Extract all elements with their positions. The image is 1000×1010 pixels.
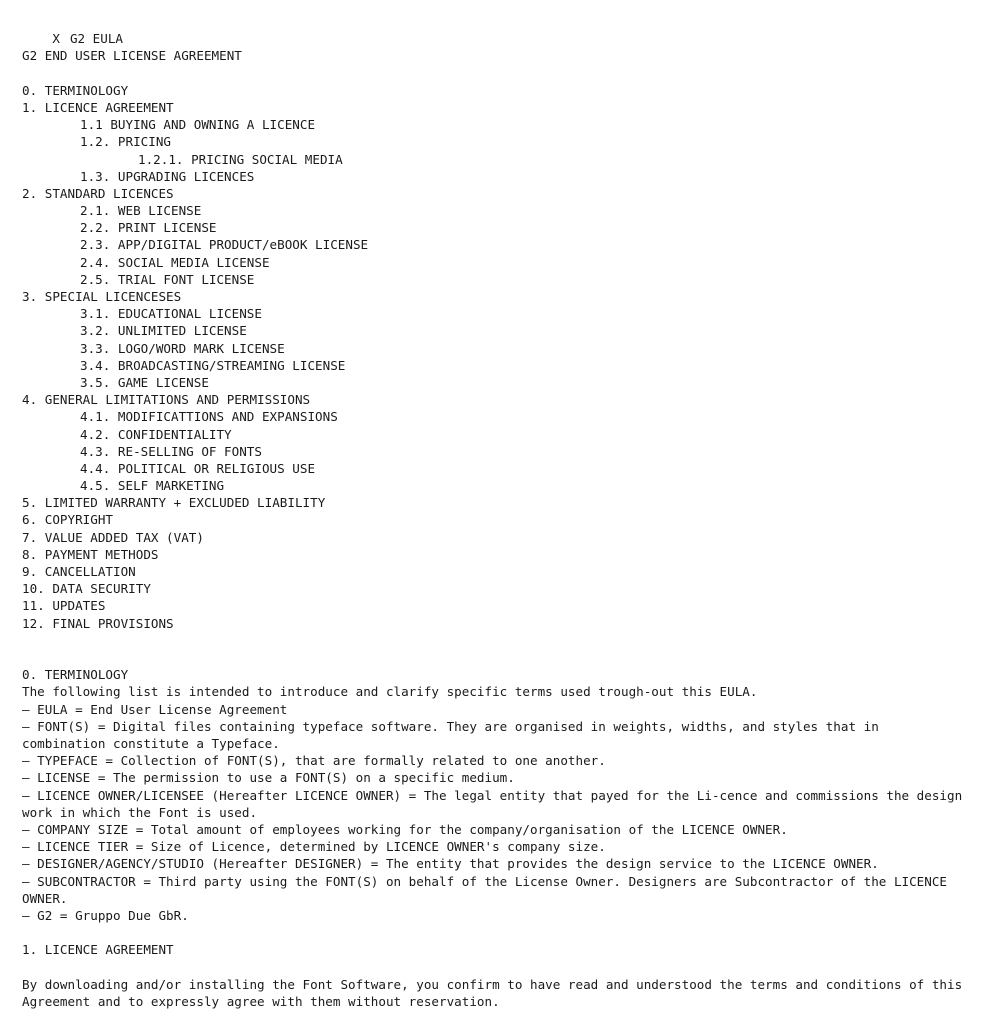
toc-item[interactable] <box>22 460 972 477</box>
toc-link[interactable]: 2.4. SOCIAL MEDIA LICENSE <box>80 254 270 270</box>
term-definition: — LICENSE = The permission to use a FONT(S) on a specific medium. <box>22 770 515 786</box>
term-definition: — FONT(S) = Digital files containing typeface software. They are organised in weights, widths, and styles that in combination constitute a Typeface. <box>22 718 879 751</box>
toc-item[interactable] <box>22 408 972 425</box>
toc-link[interactable]: 4.4. POLITICAL OR RELIGIOUS USE <box>80 460 316 476</box>
toc-item[interactable] <box>22 168 972 185</box>
section-heading-licence-agreement: 1. LICENCE AGREEMENT <box>22 942 174 958</box>
toc-link[interactable]: 4.1. MODIFICATTIONS AND EXPANSIONS <box>80 409 338 425</box>
toc-item[interactable] <box>22 546 972 563</box>
term-definition: — EULA = End User License Agreement <box>22 701 288 717</box>
window-title: G2 EULA <box>69 31 124 47</box>
toc-item[interactable] <box>22 133 972 150</box>
licence-agreement-body: By downloading and/or installing the Font Software, you confirm to have read and understood the terms and conditions of this Agreement and to expressly agree with them without reservation. <box>22 976 963 1009</box>
toc-link[interactable]: 3.2. UNLIMITED LICENSE <box>80 323 247 339</box>
toc-item[interactable] <box>22 563 972 580</box>
toc-link[interactable]: 12. FINAL PROVISIONS <box>22 615 174 631</box>
toc-item[interactable] <box>22 305 972 322</box>
toc-item[interactable] <box>22 82 972 99</box>
toc-item[interactable] <box>22 529 972 546</box>
toc-item[interactable] <box>22 494 972 511</box>
toc-link[interactable]: 3.4. BROADCASTING/STREAMING LICENSE <box>80 357 346 373</box>
toc-item[interactable] <box>22 322 972 339</box>
toc-link[interactable]: 4. GENERAL LIMITATIONS AND PERMISSIONS <box>22 392 311 408</box>
toc-item[interactable] <box>22 615 972 632</box>
toc-link[interactable]: 9. CANCELLATION <box>22 564 136 579</box>
toc-item[interactable] <box>22 391 972 408</box>
toc-link[interactable]: 1. LICENCE AGREEMENT <box>22 99 174 115</box>
toc-link[interactable]: 4.5. SELF MARKETING <box>80 478 225 494</box>
toc-item[interactable] <box>22 99 972 116</box>
eula-document <box>22 13 972 1010</box>
toc-link[interactable]: 1.2.1. PRICING SOCIAL MEDIA <box>138 151 343 167</box>
toc-item[interactable] <box>22 202 972 219</box>
toc-link[interactable]: 3.1. EDUCATIONAL LICENSE <box>80 306 262 322</box>
toc-item[interactable] <box>22 219 972 236</box>
toc-link[interactable]: 4.3. RE-SELLING OF FONTS <box>80 443 262 459</box>
toc-item[interactable] <box>22 236 972 253</box>
toc-item[interactable] <box>22 374 972 391</box>
term-definition: — G2 = Gruppo Due GbR. <box>22 907 189 923</box>
toc-item[interactable] <box>22 580 972 597</box>
toc-item[interactable] <box>22 151 972 168</box>
toc-link[interactable]: 2. STANDARD LICENCES <box>22 185 174 201</box>
toc-link[interactable]: 0. TERMINOLOGY <box>22 82 129 98</box>
close-button[interactable]: X <box>52 31 60 47</box>
term-definition: — SUBCONTRACTOR = Third party using the FONT(S) on behalf of the License Owner. Designers are Subcontractor of the LICENCE OWNER. <box>22 873 948 906</box>
toc-link[interactable]: 3. SPECIAL LICENCESES <box>22 289 182 304</box>
section-heading-terminology: 0. TERMINOLOGY <box>22 667 129 683</box>
term-definition: — TYPEFACE = Collection of FONT(S), that are formally related to one another. <box>22 753 606 769</box>
toc-link[interactable]: 3.5. GAME LICENSE <box>80 374 209 390</box>
toc-item[interactable] <box>22 443 972 460</box>
terminology-list <box>22 701 972 925</box>
toc-item[interactable] <box>22 477 972 494</box>
table-of-contents <box>22 82 972 632</box>
toc-link[interactable]: 6. COPYRIGHT <box>22 512 113 528</box>
window-header <box>22 13 972 47</box>
term-definition: — DESIGNER/AGENCY/STUDIO (Hereafter DESIGNER) = The entity that provides the design service to the LICENCE OWNER. <box>22 856 879 872</box>
toc-link[interactable]: 2.2. PRINT LICENSE <box>80 220 217 236</box>
term-definition: — COMPANY SIZE = Total amount of employees working for the company/organisation of the LICENCE OWNER. <box>22 821 788 837</box>
toc-link[interactable]: 1.2. PRICING <box>80 134 171 150</box>
toc-link[interactable]: 11. UPDATES <box>22 598 106 614</box>
toc-item[interactable] <box>22 511 972 528</box>
toc-link[interactable]: 10. DATA SECURITY <box>22 581 151 597</box>
toc-link[interactable]: 2.1. WEB LICENSE <box>80 203 202 219</box>
toc-item[interactable] <box>22 288 972 305</box>
toc-item[interactable] <box>22 597 972 614</box>
toc-link[interactable]: 8. PAYMENT METHODS <box>22 546 159 562</box>
toc-item[interactable] <box>22 426 972 443</box>
document-title: G2 END USER LICENSE AGREEMENT <box>22 48 242 64</box>
toc-item[interactable] <box>22 185 972 202</box>
toc-item[interactable] <box>22 340 972 357</box>
terminology-intro: The following list is intended to introduce and clarify specific terms used trough-out this EULA. <box>22 684 758 700</box>
term-definition: — LICENCE TIER = Size of Licence, determined by LICENCE OWNER's company size. <box>22 839 606 855</box>
toc-link[interactable]: 3.3. LOGO/WORD MARK LICENSE <box>80 340 285 356</box>
toc-link[interactable]: 5. LIMITED WARRANTY + EXCLUDED LIABILITY <box>22 495 326 511</box>
toc-link[interactable]: 7. VALUE ADDED TAX (VAT) <box>22 529 204 545</box>
toc-link[interactable]: 1.1 BUYING AND OWNING A LICENCE <box>80 117 316 133</box>
toc-item[interactable] <box>22 271 972 288</box>
toc-item[interactable] <box>22 254 972 271</box>
toc-link[interactable]: 2.5. TRIAL FONT LICENSE <box>80 271 255 287</box>
toc-item[interactable] <box>22 116 972 133</box>
toc-link[interactable]: 4.2. CONFIDENTIALITY <box>80 426 232 442</box>
toc-link[interactable]: 2.3. APP/DIGITAL PRODUCT/eBOOK LICENSE <box>80 237 369 253</box>
toc-link[interactable]: 1.3. UPGRADING LICENCES <box>80 168 255 184</box>
term-definition: — LICENCE OWNER/LICENSEE (Hereafter LICENCE OWNER) = The legal entity that payed for the Li-cence and commissions the design work in which the Font is used. <box>22 787 963 820</box>
toc-item[interactable] <box>22 357 972 374</box>
